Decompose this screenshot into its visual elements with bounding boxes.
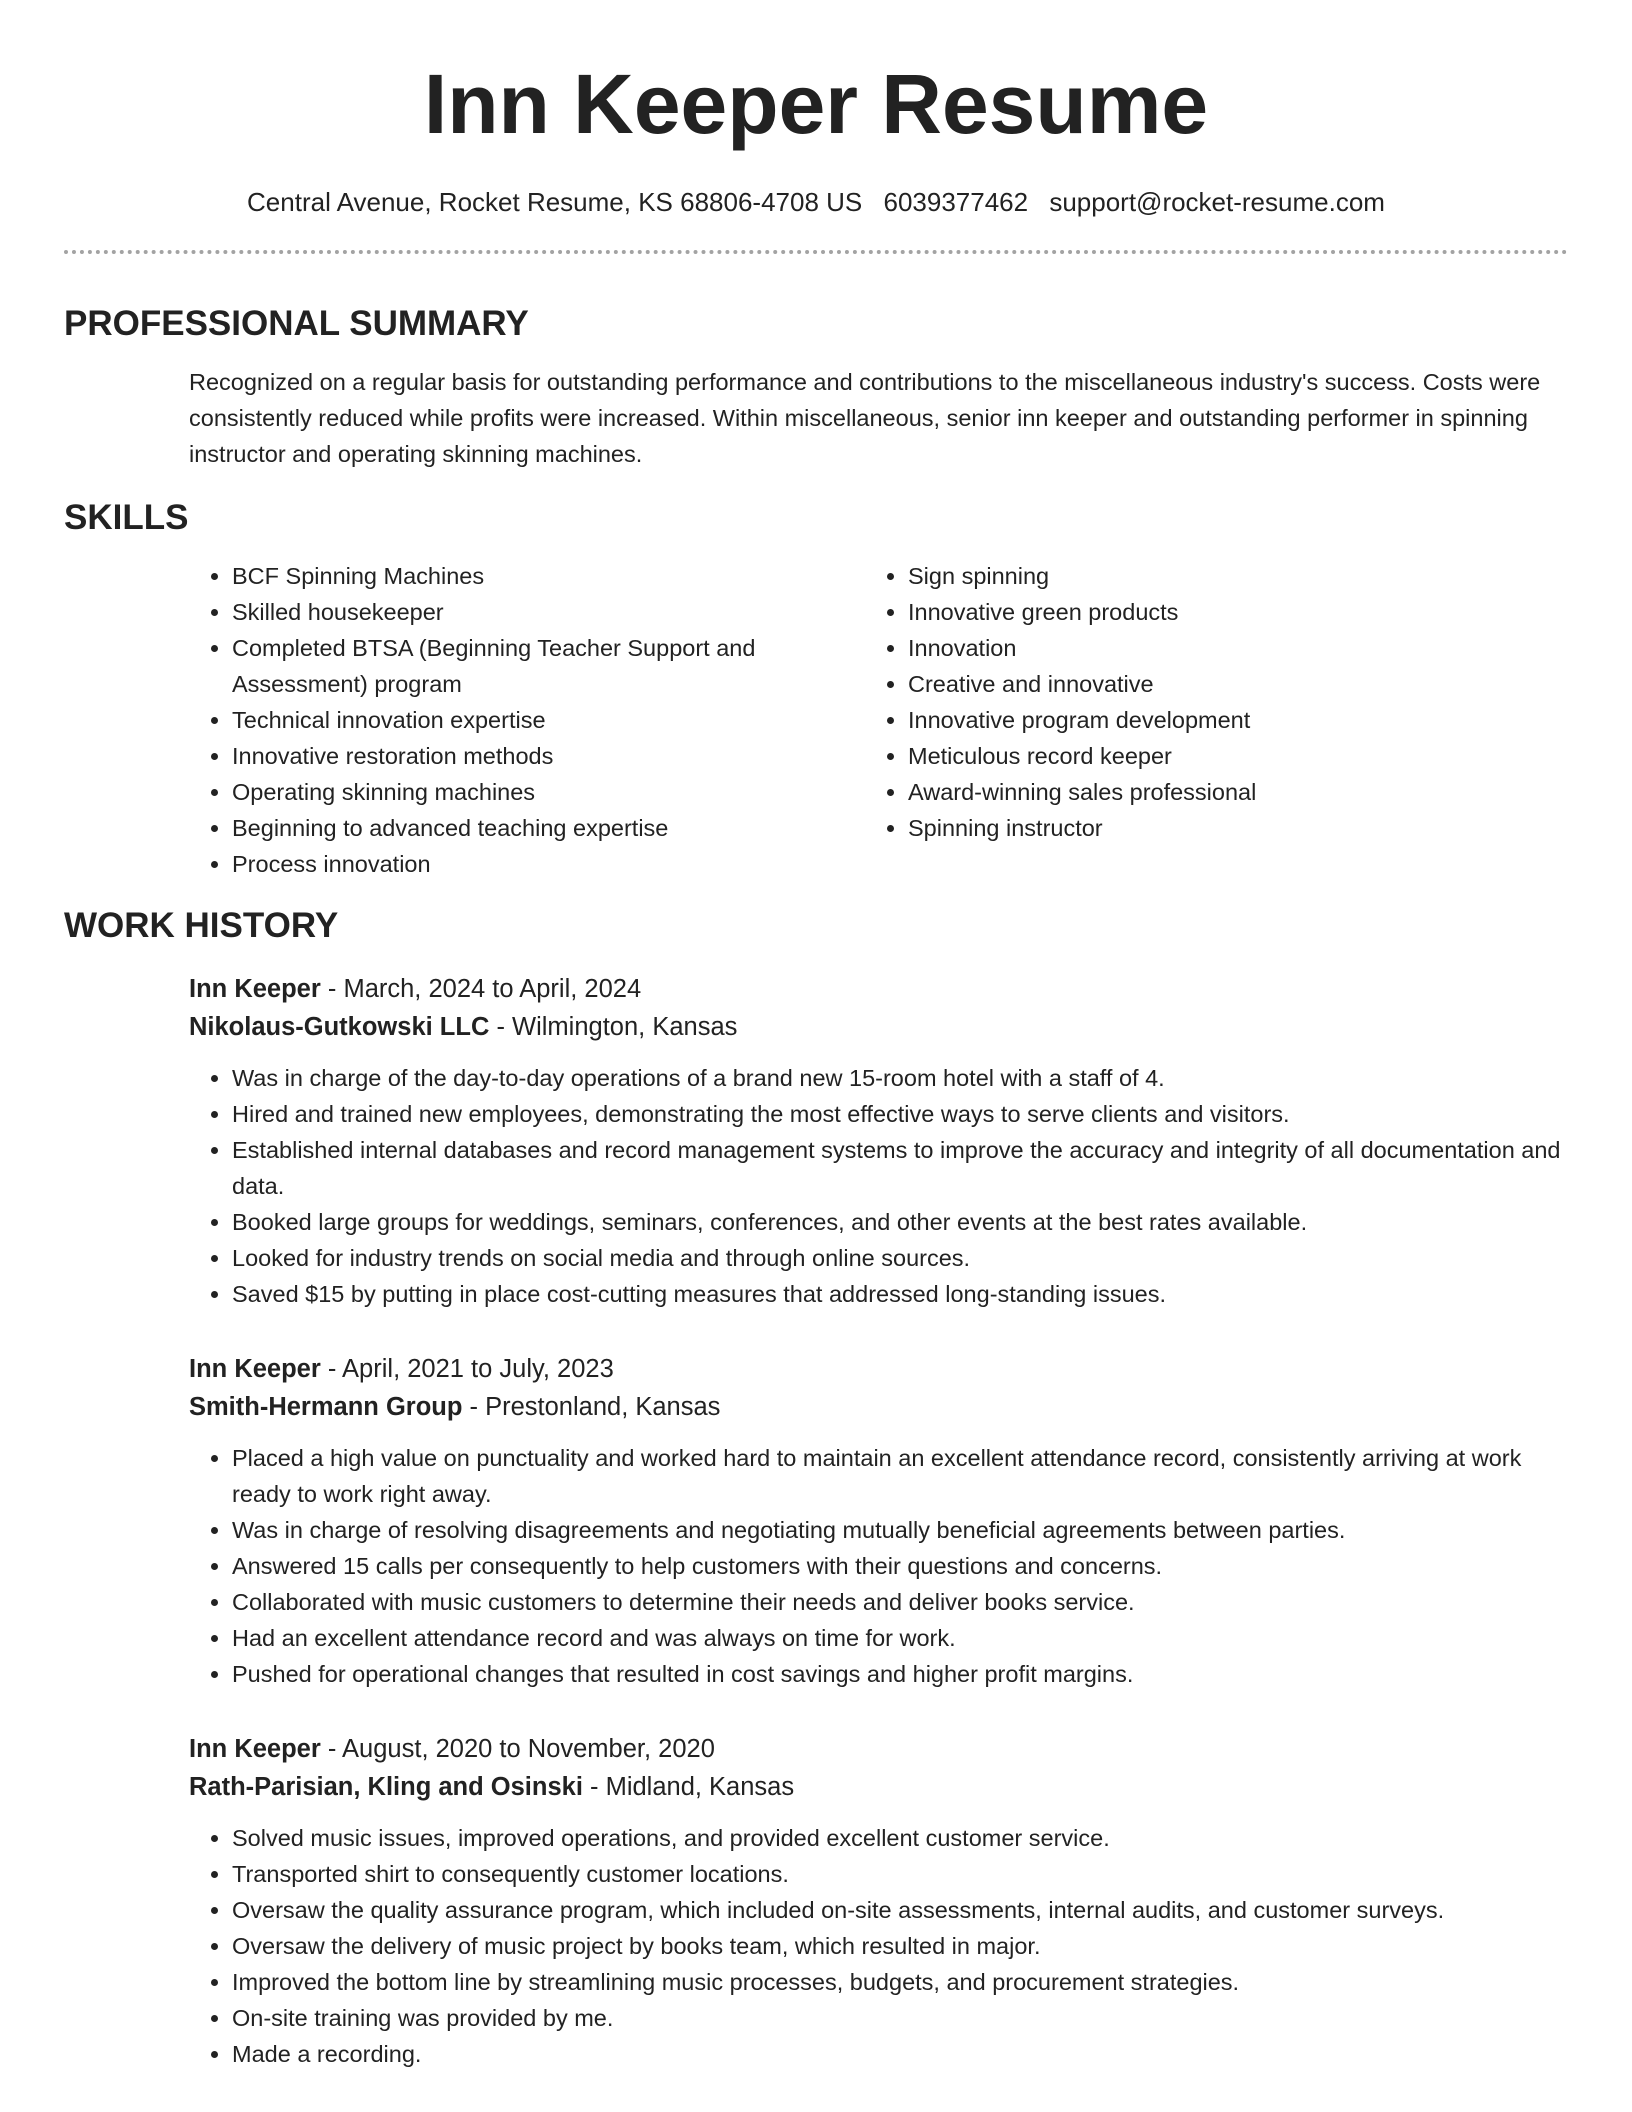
skill-item: • Innovation	[908, 630, 1508, 666]
job-duty: • Solved music issues, improved operations, and provided excellent customer service.	[232, 1820, 1568, 1856]
skill-item: • Technical innovation expertise	[232, 702, 832, 738]
skill-item: • Skilled housekeeper	[232, 594, 832, 630]
job-company-line	[189, 1008, 1568, 1046]
job-duty: • Looked for industry trends on social media and through online sources.	[232, 1240, 1568, 1276]
job-company: Rath-Parisian, Kling and Osinski	[189, 1773, 583, 1801]
skills-list-right	[865, 558, 1508, 882]
job-location: - Midland, Kansas	[582, 1773, 795, 1801]
skill-item: • Innovative green products	[908, 594, 1508, 630]
job-company: Nikolaus-Gutkowski LLC	[189, 1013, 490, 1041]
job-entry	[189, 970, 1568, 1312]
job-duty: • Established internal databases and record management systems to improve the accuracy and integrity of all documentation and data.	[232, 1132, 1568, 1204]
contact-email: support@rocket-resume.com	[1049, 187, 1385, 217]
job-duty: • Collaborated with music customers to determine their needs and deliver books service.	[232, 1584, 1568, 1620]
job-title-line	[189, 1350, 1568, 1388]
job-title-line	[189, 970, 1568, 1008]
job-duty: • On-site training was provided by me.	[232, 2000, 1568, 2036]
skill-item: • Sign spinning	[908, 558, 1508, 594]
job-dates: - August, 2020 to November, 2020	[320, 1735, 715, 1763]
job-duty: • Answered 15 calls per consequently to help customers with their questions and concerns.	[232, 1548, 1568, 1584]
skill-item: • Operating skinning machines	[232, 774, 832, 810]
job-role: Inn Keeper	[189, 1355, 321, 1383]
job-role: Inn Keeper	[189, 975, 321, 1003]
job-duty: • Had an excellent attendance record and was always on time for work.	[232, 1620, 1568, 1656]
job-duty: • Was in charge of resolving disagreements and negotiating mutually beneficial agreements between parties.	[232, 1512, 1568, 1548]
skill-item: • Award-winning sales professional	[908, 774, 1508, 810]
job-duty: • Made a recording.	[232, 2036, 1568, 2072]
skill-item: • Process innovation	[232, 846, 832, 882]
job-company-line	[189, 1768, 1568, 1806]
job-duty: • Was in charge of the day-to-day operations of a brand new 15-room hotel with a staff of 4.	[232, 1060, 1568, 1096]
contact-phone: 6039377462	[883, 187, 1029, 217]
job-duty: • Pushed for operational changes that resulted in cost savings and higher profit margins.	[232, 1656, 1568, 1692]
skills-grid	[189, 558, 1568, 882]
skills-list-left	[189, 558, 832, 882]
job-duty: • Saved $15 by putting in place cost-cutting measures that addressed long-standing issues.	[232, 1276, 1568, 1312]
job-duty: • Oversaw the delivery of music project by books team, which resulted in major.	[232, 1928, 1568, 1964]
job-entry	[189, 1350, 1568, 1692]
header-divider	[64, 250, 1568, 254]
skill-item: • Innovative program development	[908, 702, 1508, 738]
job-duty: • Improved the bottom line by streamlining music processes, budgets, and procurement strategies.	[232, 1964, 1568, 2000]
job-duty: • Oversaw the quality assurance program, which included on-site assessments, internal audits, and customer surveys.	[232, 1892, 1568, 1928]
job-duties-list	[189, 1060, 1568, 1312]
job-entry	[189, 1730, 1568, 2072]
skill-item: • Spinning instructor	[908, 810, 1508, 846]
resume-title: Inn Keeper Resume	[423, 57, 1209, 151]
job-company-line	[189, 1388, 1568, 1426]
job-role: Inn Keeper	[189, 1735, 321, 1763]
job-duties-list	[189, 1820, 1568, 2072]
summary-text: Recognized on a regular basis for outstanding performance and contributions to the miscellaneous industry's success. Costs were consistently reduced while profits were increased. Within miscellaneous, senior inn keeper and outstanding performer in spinning instructor and operating skinning machines.	[189, 369, 1541, 467]
contact-address: Central Avenue, Rocket Resume, KS 68806-4708 US	[247, 187, 863, 217]
job-dates: - April, 2021 to July, 2023	[320, 1355, 614, 1383]
skill-item: • Meticulous record keeper	[908, 738, 1508, 774]
skill-item: • BCF Spinning Machines	[232, 558, 832, 594]
job-duty: • Booked large groups for weddings, seminars, conferences, and other events at the best rates available.	[232, 1204, 1568, 1240]
job-duties-list	[189, 1440, 1568, 1692]
job-title-line	[189, 1730, 1568, 1768]
job-location: - Wilmington, Kansas	[489, 1013, 738, 1041]
job-duty: • Placed a high value on punctuality and worked hard to maintain an excellent attendance record, consistently arriving at work ready to work right away.	[232, 1440, 1568, 1512]
contact-line	[64, 186, 1568, 218]
job-company: Smith-Hermann Group	[189, 1393, 463, 1421]
summary-heading: PROFESSIONAL SUMMARY	[64, 304, 529, 343]
work-history-heading: WORK HISTORY	[64, 906, 339, 945]
skill-item: • Completed BTSA (Beginning Teacher Support and Assessment) program	[232, 630, 832, 702]
skill-item: • Beginning to advanced teaching expertise	[232, 810, 832, 846]
skills-heading: SKILLS	[64, 498, 189, 537]
skill-item: • Creative and innovative	[908, 666, 1508, 702]
job-dates: - March, 2024 to April, 2024	[320, 975, 642, 1003]
job-location: - Prestonland, Kansas	[462, 1393, 721, 1421]
job-duty: • Hired and trained new employees, demonstrating the most effective ways to serve clients and visitors.	[232, 1096, 1568, 1132]
job-duty: • Transported shirt to consequently customer locations.	[232, 1856, 1568, 1892]
skill-item: • Innovative restoration methods	[232, 738, 832, 774]
